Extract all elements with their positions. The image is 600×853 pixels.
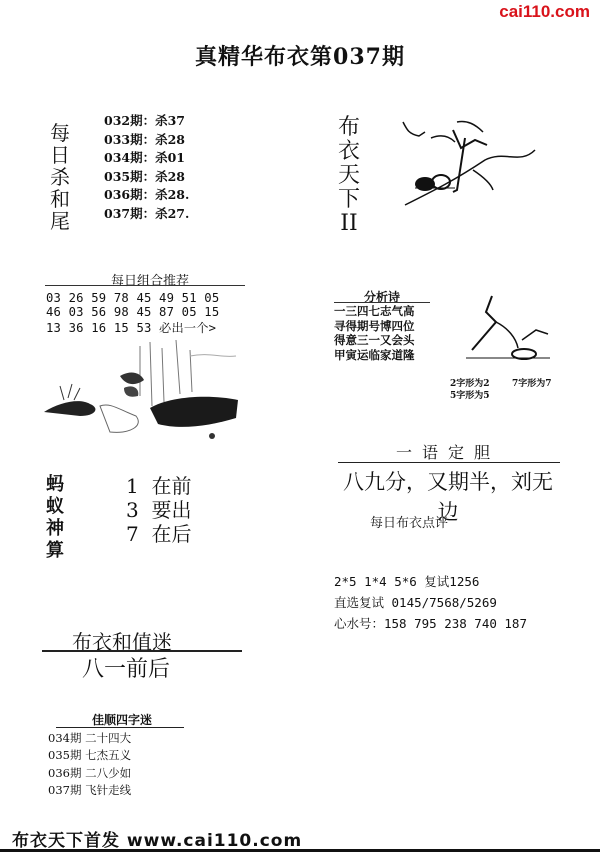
buyi-tianxia-suffix: II — [340, 211, 358, 236]
footer-divider — [0, 849, 600, 852]
ant-god-row — [126, 518, 191, 547]
buyi-tianxia-char: 衣 — [337, 139, 360, 164]
page-title: 真精华布衣第037期 — [195, 44, 405, 70]
list-item: 035期 七杰五义 — [48, 748, 132, 763]
poem-title: 分析诗 — [363, 290, 400, 304]
footer-text: 布衣天下首发 www.cai110.com — [12, 831, 303, 851]
buyi-tianxia-char: 天 — [337, 163, 360, 188]
four-char-divider — [56, 727, 184, 728]
buyi-tianxia-label — [336, 116, 362, 236]
ant-god-num: 7 — [126, 522, 139, 546]
combo-row: 46 03 56 98 45 87 05 15 — [46, 305, 220, 319]
four-char-title: 佳顺四字迷 — [92, 713, 153, 727]
comment-line: 心水号：158 795 238 740 187 — [334, 616, 527, 631]
list-item: 032期：杀37 — [104, 113, 185, 128]
ink-landscape-illustration — [40, 336, 240, 446]
poem-line: 甲寅运临家道隆 — [334, 347, 415, 362]
daily-kill-label-char: 每 — [50, 121, 70, 145]
buyi-tianxia-char: 布 — [337, 115, 360, 140]
list-item: 034期 二十四大 — [48, 731, 132, 745]
daily-kill-list — [104, 112, 189, 224]
combo-title: 每日组合推荐 — [110, 274, 189, 289]
ant-god-num: 1 — [126, 474, 139, 498]
ant-god-char: 神 — [46, 518, 64, 539]
daily-kill-label — [48, 122, 72, 232]
poem-line: 一三四七志气高 — [334, 304, 415, 318]
poem-hint: 7字形为7 — [512, 379, 552, 389]
digit-shape-illustration — [462, 292, 552, 364]
list-item: 036期 二八少如 — [48, 765, 132, 780]
ant-god-char: 蚁 — [46, 496, 64, 517]
riddle-answer: 八一前后 — [82, 657, 171, 682]
daily-kill-label-char: 尾 — [50, 209, 70, 233]
comment-line: 2*5 1*4 5*6 复试1256 — [334, 574, 480, 589]
buyi-tianxia-char: 下 — [337, 187, 360, 212]
daily-kill-label-char: 日 — [50, 143, 70, 167]
list-item: 034期：杀01 — [104, 150, 185, 166]
poem-line: 得意三一又会头 — [334, 333, 415, 347]
yiyu-divider — [338, 462, 560, 463]
riddle-title: 布衣和值迷 — [72, 630, 172, 654]
poem-hint: 2字形为2 — [450, 379, 490, 389]
bamboo-illustration — [395, 110, 545, 215]
daily-kill-label-char: 杀 — [50, 165, 70, 189]
ant-god-text: 在前 — [151, 474, 192, 498]
yiyu-text: 八九分，又期半，刘无边 — [343, 470, 553, 524]
poem-divider — [334, 302, 430, 303]
poem-lines — [334, 304, 415, 362]
ant-god-num: 3 — [126, 498, 139, 522]
yiyu-title: 一语定胆 — [395, 443, 500, 462]
combo-row: 13 36 16 15 53 必出一个> — [46, 321, 217, 335]
ant-god-text: 要出 — [151, 498, 192, 522]
ant-god-text: 在后 — [151, 522, 192, 546]
combo-divider — [45, 285, 245, 286]
poem-hint: 5字形为5 — [450, 391, 490, 401]
ant-god-char: 蚂 — [46, 474, 64, 495]
comment-line: 直选复试 0145/7568/5269 — [334, 595, 497, 610]
combo-row: 03 26 59 78 45 49 51 05 — [46, 291, 220, 305]
list-item: 037期：杀27. — [104, 205, 190, 221]
ant-god-label — [46, 474, 68, 562]
ant-god-char: 算 — [46, 540, 64, 561]
list-item: 036期：杀28. — [104, 187, 190, 203]
site-brand-link[interactable]: cai110.com — [499, 2, 590, 21]
list-item: 035期：杀28 — [104, 168, 185, 184]
list-item: 033期：杀28 — [104, 131, 185, 147]
comment-title: 每日布衣点评 — [370, 516, 449, 531]
poem-line: 寻得期号博四位 — [334, 318, 415, 333]
four-char-list — [48, 730, 131, 800]
daily-kill-label-char: 和 — [50, 187, 70, 211]
list-item: 037期 飞针走线 — [48, 783, 132, 798]
